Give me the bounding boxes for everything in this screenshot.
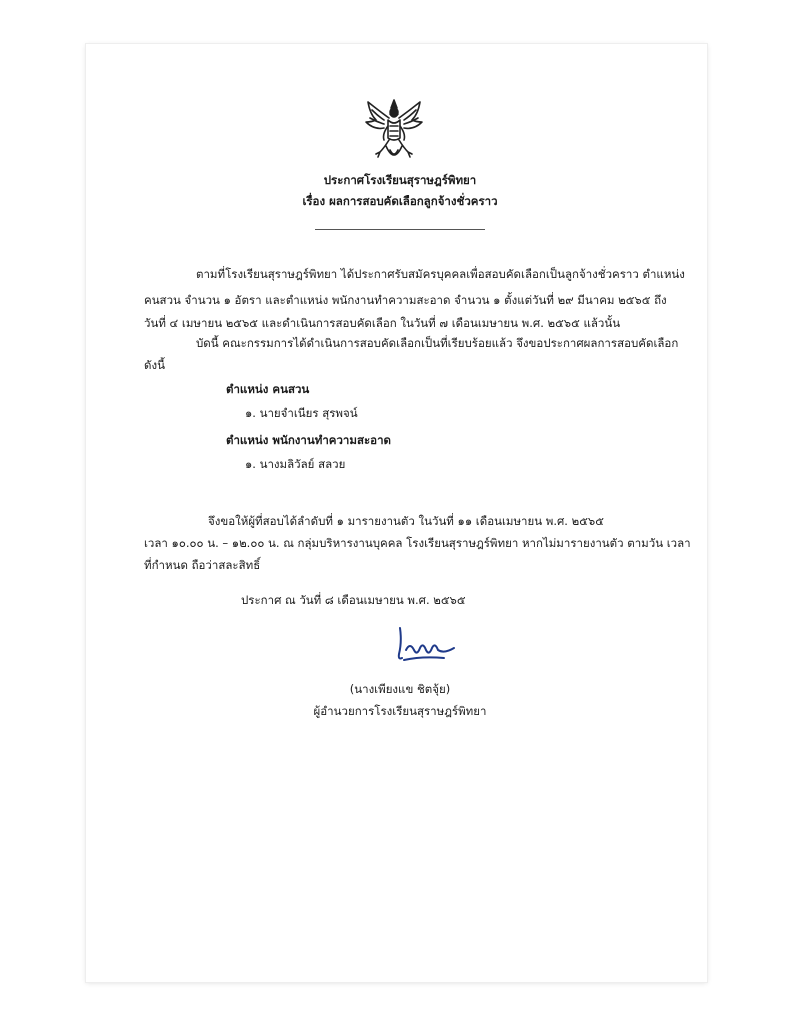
report-instruction-line: ที่กำหนด ถือว่าสละสิทธิ์ [144, 558, 261, 572]
signer-title: ผู้อำนวยการโรงเรียนสุราษฎร์พิทยา [313, 704, 487, 718]
report-instruction-line: จึงขอให้ผู้ที่สอบได้ลำดับที่ ๑ มารายงานตัว ในวันที่ ๑๑ เดือนเมษายน พ.ศ. ๒๕๖๕ [208, 514, 604, 528]
body-paragraph-line: บัดนี้ คณะกรรมการได้ดำเนินการสอบคัดเลือกเป็นที่เรียบร้อยแล้ว จึงขอประกาศผลการสอบคัดเลือก [196, 336, 679, 350]
result-person: ๑. นางมลิวัลย์ สลวย [245, 457, 346, 471]
body-paragraph-line: ดังนี้ [144, 358, 165, 372]
handwritten-signature [392, 624, 458, 666]
result-person: ๑. นายจำเนียร สุรพจน์ [245, 406, 358, 420]
body-paragraph-line: ตามที่โรงเรียนสุราษฎร์พิทยา ได้ประกาศรับสมัครบุคคลเพื่อสอบคัดเลือกเป็นลูกจ้างชั่วคราว ตำแหน่ง [196, 267, 685, 281]
announcement-subject: เรื่อง ผลการสอบคัดเลือกลูกจ้างชั่วคราว [302, 194, 498, 208]
result-position-heading: ตำแหน่ง พนักงานทำความสะอาด [226, 433, 391, 447]
title-divider [315, 229, 485, 230]
result-position-heading: ตำแหน่ง คนสวน [226, 382, 310, 396]
report-instruction-line: เวลา ๑๐.๐๐ น. – ๑๒.๐๐ น. ณ กลุ่มบริหารงานบุคคล โรงเรียนสุราษฎร์พิทยา หากไม่มารายงานตัว ตามวัน เวลา [144, 536, 691, 550]
signer-name: (นางเพียงแข ชิตจุ้ย) [349, 682, 451, 696]
announcement-title: ประกาศโรงเรียนสุราษฎร์พิทยา [323, 173, 477, 187]
body-paragraph-line: คนสวน จำนวน ๑ อัตรา และตำแหน่ง พนักงานทำความสะอาด จำนวน ๑ ตั้งแต่วันที่ ๒๙ มีนาคม ๒๕๖๕ ถึง [144, 293, 667, 307]
garuda-emblem-icon [362, 96, 426, 166]
body-paragraph-line: วันที่ ๔ เมษายน ๒๕๖๕ และดำเนินการสอบคัดเลือก ในวันที่ ๗ เดือนเมษายน พ.ศ. ๒๕๖๕ แล้วนั้น [144, 316, 621, 330]
announcement-date: ประกาศ ณ วันที่ ๘ เดือนเมษายน พ.ศ. ๒๕๖๕ [241, 593, 466, 607]
